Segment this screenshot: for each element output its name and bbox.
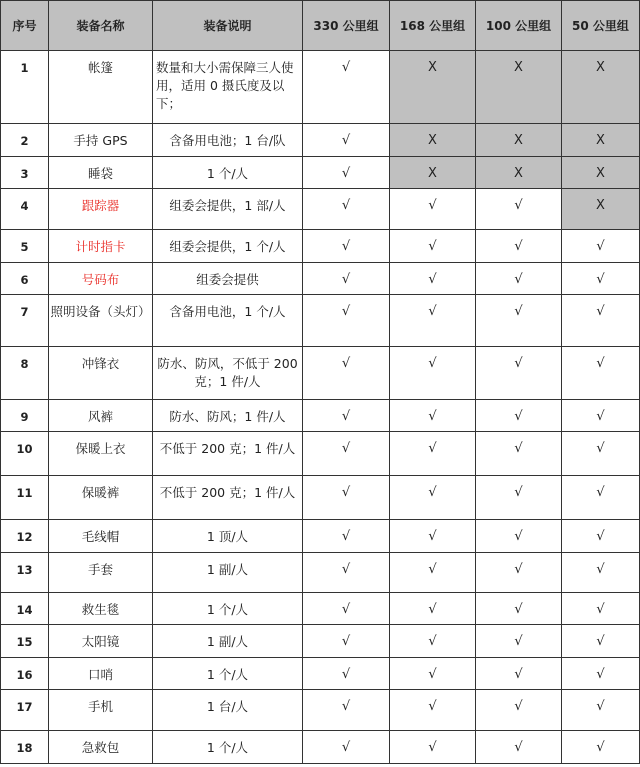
table-row xyxy=(1,690,640,731)
equipment-name: 照明设备（头灯） xyxy=(49,295,153,347)
table-row xyxy=(1,157,640,189)
required-mark-100km: √ xyxy=(476,553,562,593)
required-mark-168km: √ xyxy=(390,731,476,764)
row-index: 15 xyxy=(1,625,49,658)
required-mark-100km: √ xyxy=(476,625,562,658)
table-row xyxy=(1,400,640,432)
table-row xyxy=(1,230,640,263)
equipment-name: 号码布 xyxy=(49,263,153,295)
required-mark-50km: √ xyxy=(562,432,640,476)
row-index: 1 xyxy=(1,51,49,124)
row-index: 7 xyxy=(1,295,49,347)
required-mark-330km: √ xyxy=(303,731,390,764)
equipment-name: 毛线帽 xyxy=(49,520,153,553)
not-required-mark-50km: X xyxy=(562,189,640,230)
equipment-description: 含备用电池，1 个/人 xyxy=(153,295,303,347)
equipment-description: 不低于 200 克；1 件/人 xyxy=(153,476,303,520)
required-mark-168km: √ xyxy=(390,658,476,690)
row-index: 18 xyxy=(1,731,49,764)
table-row xyxy=(1,124,640,157)
equipment-description: 组委会提供，1 部/人 xyxy=(153,189,303,230)
required-mark-330km: √ xyxy=(303,593,390,625)
not-required-mark-100km: X xyxy=(476,157,562,189)
required-mark-330km: √ xyxy=(303,690,390,731)
equipment-name: 救生毯 xyxy=(49,593,153,625)
equipment-name: 保暖上衣 xyxy=(49,432,153,476)
required-mark-100km: √ xyxy=(476,189,562,230)
required-mark-50km: √ xyxy=(562,658,640,690)
equipment-name: 口哨 xyxy=(49,658,153,690)
header-equipment-description: 装备说明 xyxy=(153,1,303,51)
required-mark-168km: √ xyxy=(390,476,476,520)
required-mark-168km: √ xyxy=(390,400,476,432)
equipment-description: 1 副/人 xyxy=(153,625,303,658)
not-required-mark-168km: X xyxy=(390,51,476,124)
required-mark-168km: √ xyxy=(390,553,476,593)
required-mark-100km: √ xyxy=(476,476,562,520)
equipment-description: 1 个/人 xyxy=(153,593,303,625)
table-row xyxy=(1,189,640,230)
required-mark-100km: √ xyxy=(476,230,562,263)
table-row xyxy=(1,432,640,476)
table-row xyxy=(1,553,640,593)
required-mark-330km: √ xyxy=(303,553,390,593)
required-mark-100km: √ xyxy=(476,295,562,347)
required-mark-50km: √ xyxy=(562,593,640,625)
equipment-name: 跟踪器 xyxy=(49,189,153,230)
required-mark-168km: √ xyxy=(390,625,476,658)
required-mark-100km: √ xyxy=(476,263,562,295)
equipment-description: 数量和大小需保障三人使用，适用 0 摄氏度及以下； xyxy=(153,51,303,124)
required-mark-100km: √ xyxy=(476,690,562,731)
not-required-mark-168km: X xyxy=(390,157,476,189)
row-index: 10 xyxy=(1,432,49,476)
row-index: 5 xyxy=(1,230,49,263)
required-mark-100km: √ xyxy=(476,347,562,400)
required-mark-50km: √ xyxy=(562,476,640,520)
not-required-mark-50km: X xyxy=(562,124,640,157)
required-mark-330km: √ xyxy=(303,230,390,263)
equipment-description: 不低于 200 克；1 件/人 xyxy=(153,432,303,476)
equipment-name: 保暖裤 xyxy=(49,476,153,520)
equipment-description: 1 个/人 xyxy=(153,731,303,764)
equipment-description: 1 个/人 xyxy=(153,157,303,189)
required-mark-330km: √ xyxy=(303,400,390,432)
required-mark-330km: √ xyxy=(303,157,390,189)
required-mark-330km: √ xyxy=(303,658,390,690)
required-mark-50km: √ xyxy=(562,520,640,553)
equipment-description: 1 个/人 xyxy=(153,658,303,690)
equipment-name: 帐篷 xyxy=(49,51,153,124)
not-required-mark-100km: X xyxy=(476,124,562,157)
table-row xyxy=(1,731,640,764)
row-index: 14 xyxy=(1,593,49,625)
table-row xyxy=(1,51,640,124)
equipment-description: 防水、防风，不低于 200 克；1 件/人 xyxy=(153,347,303,400)
header-index: 序号 xyxy=(1,1,49,51)
equipment-name: 冲锋衣 xyxy=(49,347,153,400)
required-mark-330km: √ xyxy=(303,124,390,157)
required-mark-100km: √ xyxy=(476,432,562,476)
required-mark-50km: √ xyxy=(562,553,640,593)
required-mark-330km: √ xyxy=(303,263,390,295)
required-mark-50km: √ xyxy=(562,347,640,400)
required-mark-330km: √ xyxy=(303,347,390,400)
not-required-mark-168km: X xyxy=(390,124,476,157)
required-mark-330km: √ xyxy=(303,295,390,347)
header-group-100km: 100 公里组 xyxy=(476,1,562,51)
required-mark-168km: √ xyxy=(390,263,476,295)
header-group-50km: 50 公里组 xyxy=(562,1,640,51)
header-equipment-name: 装备名称 xyxy=(49,1,153,51)
row-index: 2 xyxy=(1,124,49,157)
equipment-name: 计时指卡 xyxy=(49,230,153,263)
equipment-name: 睡袋 xyxy=(49,157,153,189)
required-mark-330km: √ xyxy=(303,520,390,553)
not-required-mark-100km: X xyxy=(476,51,562,124)
table-row xyxy=(1,520,640,553)
required-mark-330km: √ xyxy=(303,476,390,520)
required-mark-50km: √ xyxy=(562,625,640,658)
table-row xyxy=(1,347,640,400)
equipment-name: 太阳镜 xyxy=(49,625,153,658)
row-index: 4 xyxy=(1,189,49,230)
required-mark-168km: √ xyxy=(390,347,476,400)
required-mark-168km: √ xyxy=(390,295,476,347)
not-required-mark-50km: X xyxy=(562,157,640,189)
equipment-description: 1 台/人 xyxy=(153,690,303,731)
table-row xyxy=(1,658,640,690)
required-mark-100km: √ xyxy=(476,731,562,764)
header-row xyxy=(1,1,640,51)
required-mark-330km: √ xyxy=(303,189,390,230)
not-required-mark-50km: X xyxy=(562,51,640,124)
required-mark-330km: √ xyxy=(303,51,390,124)
required-mark-100km: √ xyxy=(476,593,562,625)
header-group-330km: 330 公里组 xyxy=(303,1,390,51)
equipment-description: 1 顶/人 xyxy=(153,520,303,553)
row-index: 3 xyxy=(1,157,49,189)
required-mark-50km: √ xyxy=(562,230,640,263)
equipment-name: 急救包 xyxy=(49,731,153,764)
equipment-description: 防水、防风；1 件/人 xyxy=(153,400,303,432)
required-mark-50km: √ xyxy=(562,295,640,347)
required-mark-330km: √ xyxy=(303,432,390,476)
equipment-name: 风裤 xyxy=(49,400,153,432)
required-mark-168km: √ xyxy=(390,230,476,263)
required-mark-330km: √ xyxy=(303,625,390,658)
equipment-name: 手机 xyxy=(49,690,153,731)
required-mark-50km: √ xyxy=(562,263,640,295)
required-mark-50km: √ xyxy=(562,400,640,432)
table-row xyxy=(1,625,640,658)
required-mark-100km: √ xyxy=(476,658,562,690)
equipment-description: 1 副/人 xyxy=(153,553,303,593)
required-mark-50km: √ xyxy=(562,731,640,764)
required-mark-168km: √ xyxy=(390,520,476,553)
table-row xyxy=(1,476,640,520)
required-mark-168km: √ xyxy=(390,593,476,625)
required-mark-168km: √ xyxy=(390,432,476,476)
row-index: 8 xyxy=(1,347,49,400)
row-index: 9 xyxy=(1,400,49,432)
equipment-name: 手持 GPS xyxy=(49,124,153,157)
table-row xyxy=(1,593,640,625)
required-mark-100km: √ xyxy=(476,520,562,553)
header-group-168km: 168 公里组 xyxy=(390,1,476,51)
required-mark-168km: √ xyxy=(390,189,476,230)
required-mark-100km: √ xyxy=(476,400,562,432)
row-index: 11 xyxy=(1,476,49,520)
equipment-description: 组委会提供，1 个/人 xyxy=(153,230,303,263)
required-mark-168km: √ xyxy=(390,690,476,731)
row-index: 16 xyxy=(1,658,49,690)
equipment-description: 含备用电池；1 台/队 xyxy=(153,124,303,157)
required-mark-50km: √ xyxy=(562,690,640,731)
table-row xyxy=(1,263,640,295)
table-row xyxy=(1,295,640,347)
row-index: 12 xyxy=(1,520,49,553)
row-index: 13 xyxy=(1,553,49,593)
row-index: 17 xyxy=(1,690,49,731)
equipment-name: 手套 xyxy=(49,553,153,593)
row-index: 6 xyxy=(1,263,49,295)
equipment-description: 组委会提供 xyxy=(153,263,303,295)
